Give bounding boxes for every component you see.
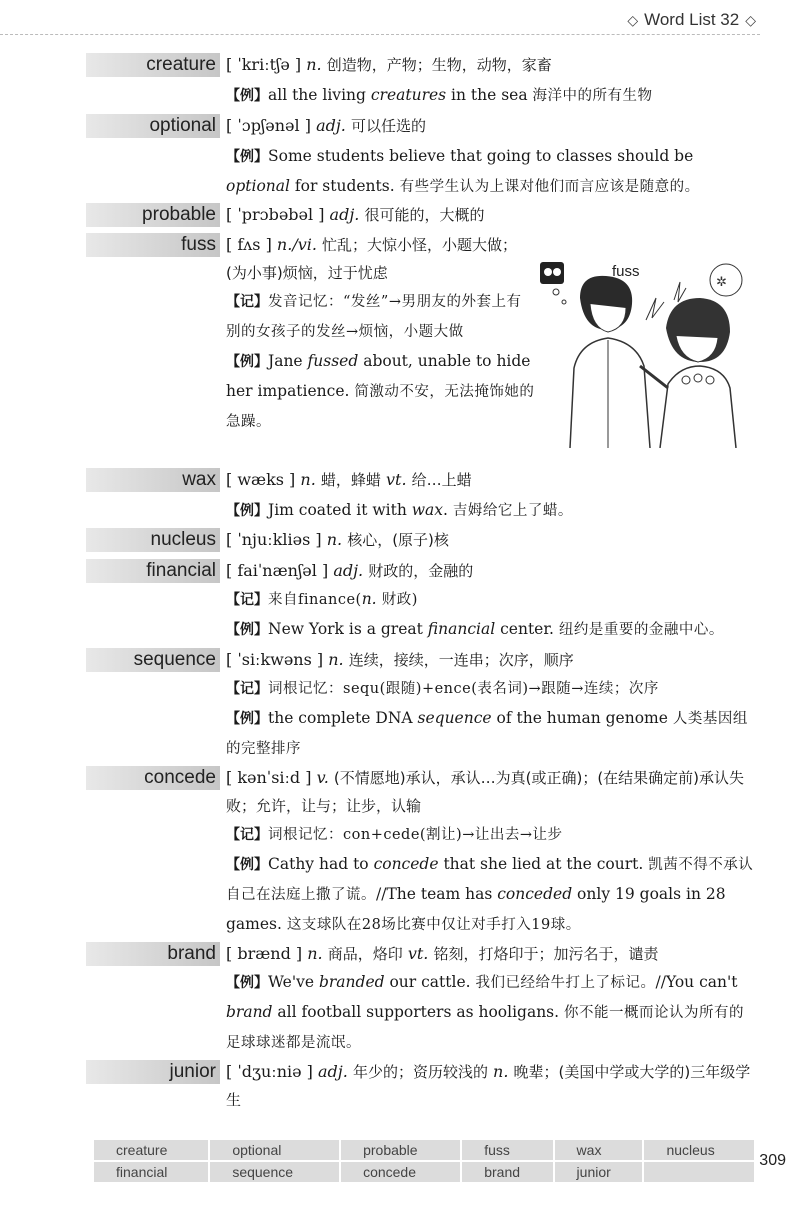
- diamond-icon-left: ◇: [627, 11, 639, 28]
- part-of-speech: v.: [316, 768, 329, 787]
- page-number: 309: [759, 1152, 786, 1169]
- chinese-meaning: 可以任选的: [350, 117, 426, 135]
- header-divider: [0, 34, 760, 35]
- review-word: sequence: [209, 1161, 340, 1183]
- definition: [226, 466, 756, 526]
- part-of-speech: n.: [326, 530, 343, 549]
- review-word: nucleus: [643, 1139, 755, 1161]
- part-of-speech: n.: [306, 55, 322, 74]
- headword: sequence: [86, 648, 220, 672]
- headword: fuss: [86, 233, 220, 257]
- memory-tip: 【记】词根记忆：con+cede(割让)→让出去→让步: [226, 827, 563, 843]
- diamond-icon-right: ◇: [745, 11, 756, 28]
- memory-tip: 【记】发音记忆：“发丝”→男朋友的外套上有别的女孩子的发丝→烦恼，小题大做: [226, 294, 522, 340]
- review-word-empty: [643, 1161, 755, 1183]
- chinese-meaning: 创造物，产物；生物，动物，家畜: [326, 56, 552, 74]
- review-row-2: [93, 1161, 755, 1183]
- review-word: wax: [554, 1139, 644, 1161]
- definition: [226, 51, 756, 111]
- headword: nucleus: [86, 528, 220, 552]
- part-of-speech-2: vt.: [407, 944, 429, 963]
- part-of-speech: adj.: [329, 205, 360, 224]
- example: 【例】Cathy had to concede that she lied at the court. 凯茜不得不承认自己在法庭上撒了谎。//The team has conceded only 19 goals in 28 games. 这支球队在28场比赛中仅让对手打入19球。: [226, 855, 754, 933]
- example: 【例】We've branded our cattle. 我们已经给牛打上了标记。//You can't brand all football supporters as hooligans. 你不能一概而论认为所有的足球球迷都是流氓。: [226, 973, 744, 1051]
- example: 【例】Jim coated it with wax. 吉姆给它上了蜡。: [226, 501, 573, 519]
- definition: [226, 1058, 756, 1114]
- part-of-speech: n.: [307, 944, 323, 963]
- headword: concede: [86, 766, 220, 790]
- page-header: [627, 10, 756, 30]
- review-word-grid: [92, 1138, 756, 1184]
- chinese-meaning: 核心，(原子)核: [347, 531, 449, 549]
- part-of-speech-2: vt.: [385, 470, 407, 489]
- chinese-meaning-2: 给…上蜡: [411, 471, 472, 489]
- example: 【例】Some students believe that going to classes should be optional for students. 有些学生认为上课对他们而言应该是随意的。: [226, 147, 700, 195]
- review-word: fuss: [461, 1139, 553, 1161]
- memory-tip: 【记】词根记忆：sequ(跟随)+ence(表名词)→跟随→连续；次序: [226, 681, 659, 697]
- definition: [226, 940, 756, 1058]
- definition: [226, 646, 756, 764]
- headword: brand: [86, 942, 220, 966]
- definition: [226, 201, 756, 229]
- example: 【例】New York is a great financial center. 纽约是重要的金融中心。: [226, 620, 724, 638]
- part-of-speech: n.: [328, 650, 344, 669]
- review-word: financial: [93, 1161, 209, 1183]
- part-of-speech: n./vi.: [276, 235, 317, 254]
- part-of-speech-2: n.: [493, 1062, 509, 1081]
- review-row-1: [93, 1139, 755, 1161]
- headword: junior: [86, 1060, 220, 1084]
- headword: probable: [86, 203, 220, 227]
- review-word: optional: [209, 1139, 340, 1161]
- chinese-meaning: (不情愿地)承认，承认…为真(或正确)；(在结果确定前)承认失败；允许，让与；让步，认输: [226, 769, 745, 815]
- review-word: concede: [340, 1161, 461, 1183]
- definition: [226, 557, 756, 645]
- review-word: probable: [340, 1139, 461, 1161]
- headword: optional: [86, 114, 220, 138]
- fuss-illustration: [540, 258, 760, 448]
- chinese-meaning: 商品，烙印: [327, 945, 403, 963]
- definition: [226, 231, 535, 437]
- chinese-meaning: 很可能的，大概的: [364, 206, 485, 224]
- example: 【例】the complete DNA sequence of the human genome 人类基因组的完整排序: [226, 709, 748, 757]
- chinese-meaning-2: 晚辈；(美国中学或大学的)三年级学生: [226, 1063, 751, 1109]
- example: 【例】Jane fussed about, unable to hide her impatience. 简激动不安，无法掩饰她的急躁。: [226, 352, 535, 430]
- phonetic: [ ˈkriːtʃə ]: [226, 55, 302, 74]
- phonetic: [ ˈsiːkwəns ]: [226, 650, 324, 669]
- phonetic: [ fʌs ]: [226, 235, 272, 254]
- definition: [226, 764, 756, 940]
- chinese-meaning: 财政的，金融的: [368, 562, 474, 580]
- svg-text:✲: ✲: [716, 275, 727, 290]
- part-of-speech: adj.: [333, 561, 364, 580]
- headword: creature: [86, 53, 220, 77]
- chinese-meaning: 蜡，蜂蜡: [320, 471, 381, 489]
- phonetic: [ ˈdʒuːniə ]: [226, 1062, 313, 1081]
- word-list-title: Word List 32: [644, 10, 740, 29]
- headword: financial: [86, 559, 220, 583]
- part-of-speech: n.: [300, 470, 316, 489]
- phonetic: [ ˈprɔbəbəl ]: [226, 205, 325, 224]
- review-word: brand: [461, 1161, 553, 1183]
- phonetic: [ faiˈnænʃəl ]: [226, 561, 329, 580]
- headword: wax: [86, 468, 220, 492]
- chinese-meaning: 连续，接续，一连串；次序，顺序: [348, 651, 574, 669]
- review-word: creature: [93, 1139, 209, 1161]
- part-of-speech: adj.: [318, 1062, 348, 1081]
- illus-label: fuss: [612, 263, 640, 280]
- example: 【例】all the living creatures in the sea 海洋中的所有生物: [226, 86, 653, 104]
- phonetic: [ brænd ]: [226, 944, 303, 963]
- memory-tip: 【记】来自finance(n. 财政): [226, 590, 418, 608]
- phonetic: [ kənˈsiːd ]: [226, 768, 312, 787]
- phonetic: [ ˈɔpʃənəl ]: [226, 116, 311, 135]
- review-word: junior: [554, 1161, 644, 1183]
- definition: [226, 526, 756, 554]
- definition: [226, 112, 756, 202]
- cartoon-couple-image: [540, 258, 760, 448]
- chinese-meaning-2: 铭刻，打烙印于；加污名于，谴责: [433, 945, 659, 963]
- chinese-meaning: 年少的；资历较浅的: [352, 1063, 488, 1081]
- phonetic: [ wæks ]: [226, 470, 296, 489]
- phonetic: [ ˈnjuːkliəs ]: [226, 530, 322, 549]
- part-of-speech: adj.: [316, 116, 346, 135]
- chinese-meaning: 忙乱；大惊小怪，小题大做；(为小事)烦恼，过于忧虑: [226, 236, 518, 282]
